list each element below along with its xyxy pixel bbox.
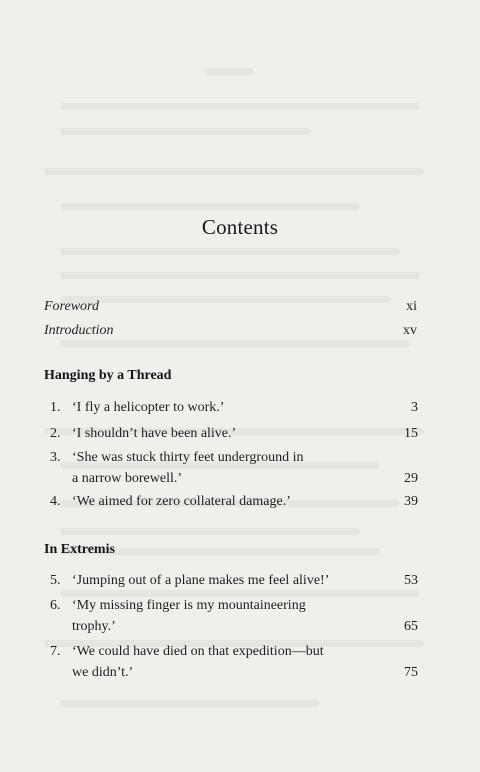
page-title: Contents — [201, 215, 279, 239]
chapter-title-line: ‘Jumping out of a plane makes me feel alive!’ — [72, 573, 330, 588]
toc-page-number: 29 — [404, 471, 418, 486]
chapter-title-line: ‘My missing finger is my mountaineering — [72, 598, 306, 613]
chapter-title-line: ‘I shouldn’t have been alive.’ — [72, 426, 237, 441]
chapter-number: 2. — [50, 426, 61, 441]
chapter-title-line: ‘I fly a helicopter to work.’ — [72, 400, 225, 415]
chapter-number: 4. — [50, 494, 61, 509]
toc-page-number: xi — [406, 299, 417, 314]
chapter-title-line: ‘We could have died on that expedition—but — [72, 644, 324, 659]
toc-page-number: 39 — [404, 494, 418, 509]
chapter-title — [72, 423, 362, 444]
toc-page-number: 75 — [404, 665, 418, 680]
chapter-number: 5. — [50, 573, 61, 588]
chapter-title — [72, 397, 362, 418]
chapter-title — [72, 641, 362, 683]
chapter-number: 1. — [50, 400, 61, 415]
toc-page-number: 53 — [404, 573, 418, 588]
chapter-title-line: ‘She was stuck thirty feet underground in — [72, 450, 304, 465]
toc-page-number: 3 — [411, 400, 418, 415]
part-heading-hanging-by-a-thread: Hanging by a Thread — [44, 368, 172, 383]
chapter-title — [72, 447, 362, 489]
part-heading-in-extremis: In Extremis — [44, 542, 115, 557]
toc-entry-introduction[interactable] — [44, 323, 417, 339]
chapter-number: 3. — [50, 450, 61, 465]
toc-page-number: xv — [403, 323, 417, 338]
chapter-title-line: we didn’t.’ — [72, 665, 134, 680]
toc-page-number: 15 — [404, 426, 418, 441]
chapter-number: 6. — [50, 598, 61, 613]
chapter-title — [72, 491, 362, 512]
toc-entry-label: Introduction — [44, 323, 114, 338]
chapter-title — [72, 570, 392, 591]
toc-entry-foreword[interactable] — [44, 299, 417, 315]
chapter-title-line: ‘We aimed for zero collateral damage.’ — [72, 494, 291, 509]
toc-page-number: 65 — [404, 619, 418, 634]
chapter-number: 7. — [50, 644, 61, 659]
chapter-title-line: a narrow borewell.’ — [72, 471, 183, 486]
toc-entry-label: Foreword — [44, 299, 99, 314]
chapter-title-line: trophy.’ — [72, 619, 116, 634]
chapter-title — [72, 595, 362, 637]
